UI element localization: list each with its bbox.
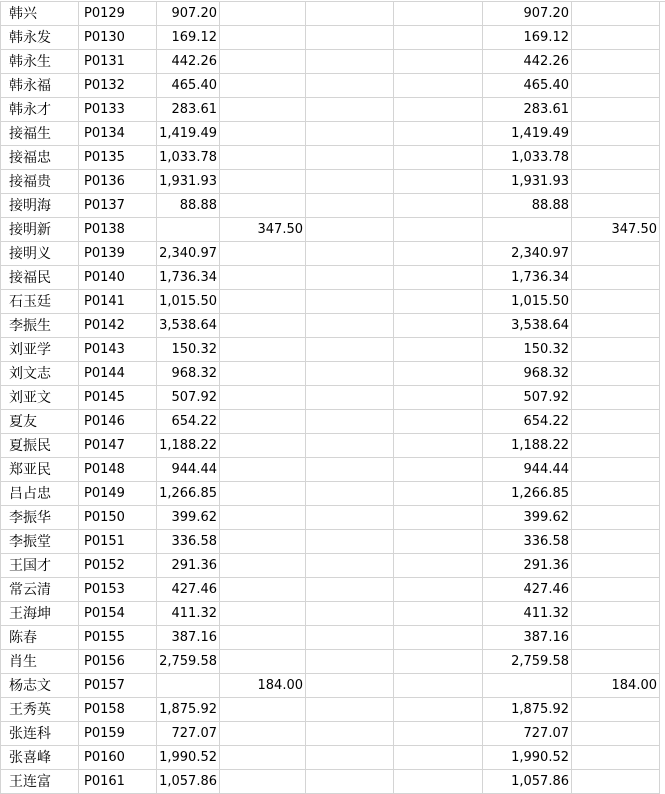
empty-cell[interactable] [306, 194, 394, 218]
name-cell[interactable]: 韩永生 [0, 50, 79, 74]
id-cell[interactable]: P0146 [79, 410, 157, 434]
amount-cell[interactable]: 387.16 [157, 626, 220, 650]
amount-cell[interactable]: 399.62 [157, 506, 220, 530]
empty-cell[interactable] [306, 578, 394, 602]
other-amount-cell[interactable] [220, 410, 306, 434]
other-amount-cell[interactable] [220, 770, 306, 794]
empty-cell[interactable] [394, 434, 483, 458]
table-row [0, 26, 665, 50]
name-cell[interactable]: 吕占忠 [0, 482, 79, 506]
total-cell[interactable]: 2,759.58 [483, 650, 572, 674]
total-cell[interactable]: 169.12 [483, 26, 572, 50]
total-cell[interactable]: 88.88 [483, 194, 572, 218]
id-cell[interactable]: P0154 [79, 602, 157, 626]
amount-cell[interactable]: 1,419.49 [157, 122, 220, 146]
empty-cell[interactable] [306, 218, 394, 242]
other-total-cell[interactable] [572, 338, 660, 362]
amount-cell[interactable]: 427.46 [157, 578, 220, 602]
empty-cell[interactable] [394, 50, 483, 74]
empty-cell[interactable] [306, 530, 394, 554]
other-total-cell[interactable] [572, 362, 660, 386]
id-cell[interactable]: P0140 [79, 266, 157, 290]
table-row [0, 338, 665, 362]
other-amount-cell[interactable] [220, 386, 306, 410]
other-amount-cell[interactable] [220, 242, 306, 266]
other-total-cell[interactable] [572, 386, 660, 410]
name-cell[interactable]: 刘文志 [0, 362, 79, 386]
id-cell[interactable]: P0155 [79, 626, 157, 650]
id-cell[interactable]: P0135 [79, 146, 157, 170]
other-total-cell[interactable] [572, 194, 660, 218]
total-cell[interactable]: 3,538.64 [483, 314, 572, 338]
other-total-cell[interactable] [572, 770, 660, 794]
table-row [0, 2, 665, 26]
total-cell[interactable]: 1,875.92 [483, 698, 572, 722]
empty-cell[interactable] [394, 746, 483, 770]
amount-cell[interactable]: 88.88 [157, 194, 220, 218]
table-row [0, 458, 665, 482]
total-cell[interactable]: 1,266.85 [483, 482, 572, 506]
other-total-cell[interactable] [572, 26, 660, 50]
empty-cell[interactable] [394, 650, 483, 674]
id-cell[interactable]: P0134 [79, 122, 157, 146]
name-cell[interactable]: 刘亚文 [0, 386, 79, 410]
other-amount-cell[interactable] [220, 626, 306, 650]
other-amount-cell[interactable] [220, 458, 306, 482]
total-cell[interactable]: 727.07 [483, 722, 572, 746]
amount-cell[interactable]: 411.32 [157, 602, 220, 626]
empty-cell[interactable] [394, 530, 483, 554]
empty-cell[interactable] [306, 266, 394, 290]
table-row [0, 530, 665, 554]
empty-cell[interactable] [394, 554, 483, 578]
table-row [0, 602, 665, 626]
empty-cell[interactable] [394, 74, 483, 98]
id-cell[interactable]: P0137 [79, 194, 157, 218]
other-total-cell[interactable] [572, 434, 660, 458]
other-amount-cell[interactable] [220, 314, 306, 338]
id-cell[interactable]: P0143 [79, 338, 157, 362]
name-cell[interactable]: 王国才 [0, 554, 79, 578]
other-amount-cell[interactable] [220, 146, 306, 170]
other-amount-cell[interactable] [220, 170, 306, 194]
name-cell[interactable]: 夏友 [0, 410, 79, 434]
other-total-cell[interactable] [572, 458, 660, 482]
total-cell[interactable]: 1,990.52 [483, 746, 572, 770]
empty-cell[interactable] [306, 242, 394, 266]
empty-cell[interactable] [306, 746, 394, 770]
name-cell[interactable]: 李振华 [0, 506, 79, 530]
empty-cell[interactable] [394, 506, 483, 530]
other-amount-cell[interactable] [220, 506, 306, 530]
total-cell[interactable]: 283.61 [483, 98, 572, 122]
empty-cell[interactable] [306, 506, 394, 530]
empty-cell[interactable] [394, 770, 483, 794]
id-cell[interactable]: P0141 [79, 290, 157, 314]
other-amount-cell[interactable] [220, 722, 306, 746]
table-row [0, 242, 665, 266]
amount-cell[interactable]: 654.22 [157, 410, 220, 434]
empty-cell[interactable] [394, 722, 483, 746]
id-cell[interactable]: P0161 [79, 770, 157, 794]
empty-cell[interactable] [306, 146, 394, 170]
other-total-cell[interactable] [572, 554, 660, 578]
empty-cell[interactable] [306, 458, 394, 482]
other-total-cell[interactable] [572, 410, 660, 434]
empty-cell[interactable] [306, 770, 394, 794]
table-row [0, 74, 665, 98]
total-cell[interactable]: 1,188.22 [483, 434, 572, 458]
table-row [0, 698, 665, 722]
name-cell[interactable]: 接明义 [0, 242, 79, 266]
other-total-cell[interactable] [572, 2, 660, 26]
amount-cell[interactable]: 169.12 [157, 26, 220, 50]
empty-cell[interactable] [306, 2, 394, 26]
amount-cell[interactable]: 1,875.92 [157, 698, 220, 722]
table-row [0, 314, 665, 338]
empty-cell[interactable] [306, 626, 394, 650]
empty-cell[interactable] [306, 122, 394, 146]
empty-cell[interactable] [394, 698, 483, 722]
total-cell[interactable] [483, 218, 572, 242]
empty-cell[interactable] [306, 482, 394, 506]
id-cell[interactable]: P0150 [79, 506, 157, 530]
table-row [0, 770, 665, 794]
empty-cell[interactable] [394, 626, 483, 650]
empty-cell[interactable] [306, 50, 394, 74]
empty-cell[interactable] [394, 26, 483, 50]
total-cell[interactable]: 336.58 [483, 530, 572, 554]
other-amount-cell[interactable] [220, 554, 306, 578]
table-row [0, 674, 665, 698]
empty-cell[interactable] [306, 602, 394, 626]
total-cell[interactable]: 1,931.93 [483, 170, 572, 194]
name-cell[interactable]: 韩永才 [0, 98, 79, 122]
other-amount-cell[interactable] [220, 74, 306, 98]
table-row [0, 554, 665, 578]
name-cell[interactable]: 接福贵 [0, 170, 79, 194]
empty-cell[interactable] [306, 74, 394, 98]
name-cell[interactable]: 韩永发 [0, 26, 79, 50]
empty-cell[interactable] [394, 314, 483, 338]
other-amount-cell[interactable] [220, 362, 306, 386]
empty-cell[interactable] [394, 410, 483, 434]
id-cell[interactable]: P0133 [79, 98, 157, 122]
empty-cell[interactable] [306, 698, 394, 722]
id-cell[interactable]: P0153 [79, 578, 157, 602]
other-amount-cell[interactable] [220, 602, 306, 626]
name-cell[interactable]: 韩兴 [0, 2, 79, 26]
other-total-cell[interactable] [572, 98, 660, 122]
empty-cell[interactable] [394, 242, 483, 266]
other-amount-cell[interactable] [220, 26, 306, 50]
amount-cell[interactable]: 2,759.58 [157, 650, 220, 674]
amount-cell[interactable]: 507.92 [157, 386, 220, 410]
name-cell[interactable]: 李振生 [0, 314, 79, 338]
empty-cell[interactable] [394, 146, 483, 170]
amount-cell[interactable]: 291.36 [157, 554, 220, 578]
name-cell[interactable]: 夏振民 [0, 434, 79, 458]
amount-cell[interactable]: 2,340.97 [157, 242, 220, 266]
total-cell[interactable]: 1,033.78 [483, 146, 572, 170]
total-cell[interactable]: 1,419.49 [483, 122, 572, 146]
other-amount-cell[interactable] [220, 50, 306, 74]
name-cell[interactable]: 韩永福 [0, 74, 79, 98]
empty-cell[interactable] [394, 578, 483, 602]
empty-cell[interactable] [394, 602, 483, 626]
other-total-cell[interactable] [572, 722, 660, 746]
other-amount-cell[interactable] [220, 530, 306, 554]
id-cell[interactable]: P0130 [79, 26, 157, 50]
total-cell[interactable]: 507.92 [483, 386, 572, 410]
other-total-cell[interactable] [572, 506, 660, 530]
empty-cell[interactable] [306, 98, 394, 122]
empty-cell[interactable] [306, 674, 394, 698]
id-cell[interactable]: P0149 [79, 482, 157, 506]
empty-cell[interactable] [306, 386, 394, 410]
table-row [0, 218, 665, 242]
table-row [0, 434, 665, 458]
name-cell[interactable]: 肖生 [0, 650, 79, 674]
id-cell[interactable]: P0138 [79, 218, 157, 242]
table-row [0, 626, 665, 650]
id-cell[interactable]: P0158 [79, 698, 157, 722]
name-cell[interactable]: 接明海 [0, 194, 79, 218]
amount-cell[interactable]: 727.07 [157, 722, 220, 746]
total-cell[interactable]: 2,340.97 [483, 242, 572, 266]
other-total-cell[interactable] [572, 170, 660, 194]
amount-cell[interactable]: 1,990.52 [157, 746, 220, 770]
total-cell[interactable]: 387.16 [483, 626, 572, 650]
table-row [0, 386, 665, 410]
amount-cell[interactable]: 3,538.64 [157, 314, 220, 338]
table-row [0, 410, 665, 434]
other-amount-cell[interactable] [220, 194, 306, 218]
table-row [0, 506, 665, 530]
other-amount-cell[interactable] [220, 338, 306, 362]
total-cell[interactable]: 654.22 [483, 410, 572, 434]
other-total-cell[interactable] [572, 146, 660, 170]
empty-cell[interactable] [306, 722, 394, 746]
empty-cell[interactable] [394, 2, 483, 26]
id-cell[interactable]: P0145 [79, 386, 157, 410]
name-cell[interactable]: 接明新 [0, 218, 79, 242]
empty-cell[interactable] [394, 218, 483, 242]
other-total-cell[interactable] [572, 242, 660, 266]
table-row [0, 722, 665, 746]
id-cell[interactable]: P0160 [79, 746, 157, 770]
other-amount-cell[interactable]: 347.50 [220, 218, 306, 242]
empty-cell[interactable] [306, 170, 394, 194]
empty-cell[interactable] [394, 482, 483, 506]
id-cell[interactable]: P0148 [79, 458, 157, 482]
empty-cell[interactable] [306, 338, 394, 362]
id-cell[interactable]: P0144 [79, 362, 157, 386]
id-cell[interactable]: P0129 [79, 2, 157, 26]
other-total-cell[interactable] [572, 530, 660, 554]
other-total-cell[interactable] [572, 290, 660, 314]
empty-cell[interactable] [306, 290, 394, 314]
table-row [0, 578, 665, 602]
amount-cell[interactable]: 1,057.86 [157, 770, 220, 794]
other-total-cell[interactable] [572, 698, 660, 722]
other-total-cell[interactable]: 347.50 [572, 218, 660, 242]
empty-cell[interactable] [306, 434, 394, 458]
amount-cell[interactable]: 283.61 [157, 98, 220, 122]
id-cell[interactable]: P0147 [79, 434, 157, 458]
amount-cell[interactable] [157, 674, 220, 698]
table-row [0, 290, 665, 314]
table-row [0, 98, 665, 122]
other-amount-cell[interactable] [220, 578, 306, 602]
total-cell[interactable]: 442.26 [483, 50, 572, 74]
empty-cell[interactable] [394, 674, 483, 698]
empty-cell[interactable] [306, 410, 394, 434]
empty-cell[interactable] [394, 290, 483, 314]
empty-cell[interactable] [306, 26, 394, 50]
id-cell[interactable]: P0131 [79, 50, 157, 74]
amount-cell[interactable]: 1,736.34 [157, 266, 220, 290]
other-total-cell[interactable] [572, 650, 660, 674]
name-cell[interactable]: 石玉廷 [0, 290, 79, 314]
empty-cell[interactable] [394, 194, 483, 218]
id-cell[interactable]: P0152 [79, 554, 157, 578]
amount-cell[interactable] [157, 218, 220, 242]
other-total-cell[interactable] [572, 626, 660, 650]
other-total-cell[interactable] [572, 266, 660, 290]
total-cell[interactable]: 427.46 [483, 578, 572, 602]
other-total-cell[interactable] [572, 314, 660, 338]
table-row [0, 170, 665, 194]
empty-cell[interactable] [394, 170, 483, 194]
other-total-cell[interactable]: 184.00 [572, 674, 660, 698]
id-cell[interactable]: P0159 [79, 722, 157, 746]
total-cell[interactable] [483, 674, 572, 698]
name-cell[interactable]: 王海坤 [0, 602, 79, 626]
total-cell[interactable]: 944.44 [483, 458, 572, 482]
other-total-cell[interactable] [572, 122, 660, 146]
amount-cell[interactable]: 442.26 [157, 50, 220, 74]
id-cell[interactable]: P0157 [79, 674, 157, 698]
name-cell[interactable]: 接福民 [0, 266, 79, 290]
empty-cell[interactable] [394, 266, 483, 290]
total-cell[interactable]: 1,057.86 [483, 770, 572, 794]
total-cell[interactable]: 1,015.50 [483, 290, 572, 314]
empty-cell[interactable] [306, 314, 394, 338]
table-row [0, 482, 665, 506]
name-cell[interactable]: 常云清 [0, 578, 79, 602]
other-total-cell[interactable] [572, 602, 660, 626]
other-total-cell[interactable] [572, 50, 660, 74]
empty-cell[interactable] [394, 338, 483, 362]
name-cell[interactable]: 王秀英 [0, 698, 79, 722]
other-amount-cell[interactable] [220, 698, 306, 722]
amount-cell[interactable]: 1,033.78 [157, 146, 220, 170]
total-cell[interactable]: 411.32 [483, 602, 572, 626]
name-cell[interactable]: 接福生 [0, 122, 79, 146]
id-cell[interactable]: P0151 [79, 530, 157, 554]
id-cell[interactable]: P0156 [79, 650, 157, 674]
other-amount-cell[interactable] [220, 746, 306, 770]
id-cell[interactable]: P0139 [79, 242, 157, 266]
table-row [0, 746, 665, 770]
total-cell[interactable]: 291.36 [483, 554, 572, 578]
total-cell[interactable]: 968.32 [483, 362, 572, 386]
other-amount-cell[interactable] [220, 650, 306, 674]
amount-cell[interactable]: 336.58 [157, 530, 220, 554]
amount-cell[interactable]: 1,931.93 [157, 170, 220, 194]
total-cell[interactable]: 907.20 [483, 2, 572, 26]
other-total-cell[interactable] [572, 578, 660, 602]
empty-cell[interactable] [394, 362, 483, 386]
empty-cell[interactable] [394, 458, 483, 482]
amount-cell[interactable]: 968.32 [157, 362, 220, 386]
empty-cell[interactable] [394, 122, 483, 146]
id-cell[interactable]: P0142 [79, 314, 157, 338]
empty-cell[interactable] [306, 554, 394, 578]
amount-cell[interactable]: 465.40 [157, 74, 220, 98]
total-cell[interactable]: 465.40 [483, 74, 572, 98]
name-cell[interactable]: 陈春 [0, 626, 79, 650]
other-amount-cell[interactable] [220, 2, 306, 26]
total-cell[interactable]: 399.62 [483, 506, 572, 530]
amount-cell[interactable]: 1,188.22 [157, 434, 220, 458]
name-cell[interactable]: 郑亚民 [0, 458, 79, 482]
other-amount-cell[interactable] [220, 434, 306, 458]
other-total-cell[interactable] [572, 746, 660, 770]
name-cell[interactable]: 刘亚学 [0, 338, 79, 362]
other-amount-cell[interactable] [220, 122, 306, 146]
table-row [0, 362, 665, 386]
empty-cell[interactable] [394, 98, 483, 122]
table-row [0, 650, 665, 674]
table-row [0, 50, 665, 74]
other-amount-cell[interactable]: 184.00 [220, 674, 306, 698]
other-total-cell[interactable] [572, 482, 660, 506]
table-row [0, 266, 665, 290]
amount-cell[interactable]: 1,266.85 [157, 482, 220, 506]
amount-cell[interactable]: 944.44 [157, 458, 220, 482]
other-amount-cell[interactable] [220, 482, 306, 506]
other-amount-cell[interactable] [220, 98, 306, 122]
other-amount-cell[interactable] [220, 266, 306, 290]
name-cell[interactable]: 王连富 [0, 770, 79, 794]
name-cell[interactable]: 杨志文 [0, 674, 79, 698]
table-row [0, 146, 665, 170]
other-amount-cell[interactable] [220, 290, 306, 314]
amount-cell[interactable]: 907.20 [157, 2, 220, 26]
total-cell[interactable]: 1,736.34 [483, 266, 572, 290]
other-total-cell[interactable] [572, 74, 660, 98]
id-cell[interactable]: P0136 [79, 170, 157, 194]
amount-cell[interactable]: 1,015.50 [157, 290, 220, 314]
id-cell[interactable]: P0132 [79, 74, 157, 98]
name-cell[interactable]: 张喜峰 [0, 746, 79, 770]
empty-cell[interactable] [306, 362, 394, 386]
empty-cell[interactable] [306, 650, 394, 674]
name-cell[interactable]: 接福忠 [0, 146, 79, 170]
table-row [0, 194, 665, 218]
empty-cell[interactable] [394, 386, 483, 410]
table-row [0, 122, 665, 146]
name-cell[interactable]: 李振堂 [0, 530, 79, 554]
amount-cell[interactable]: 150.32 [157, 338, 220, 362]
total-cell[interactable]: 150.32 [483, 338, 572, 362]
name-cell[interactable]: 张连科 [0, 722, 79, 746]
